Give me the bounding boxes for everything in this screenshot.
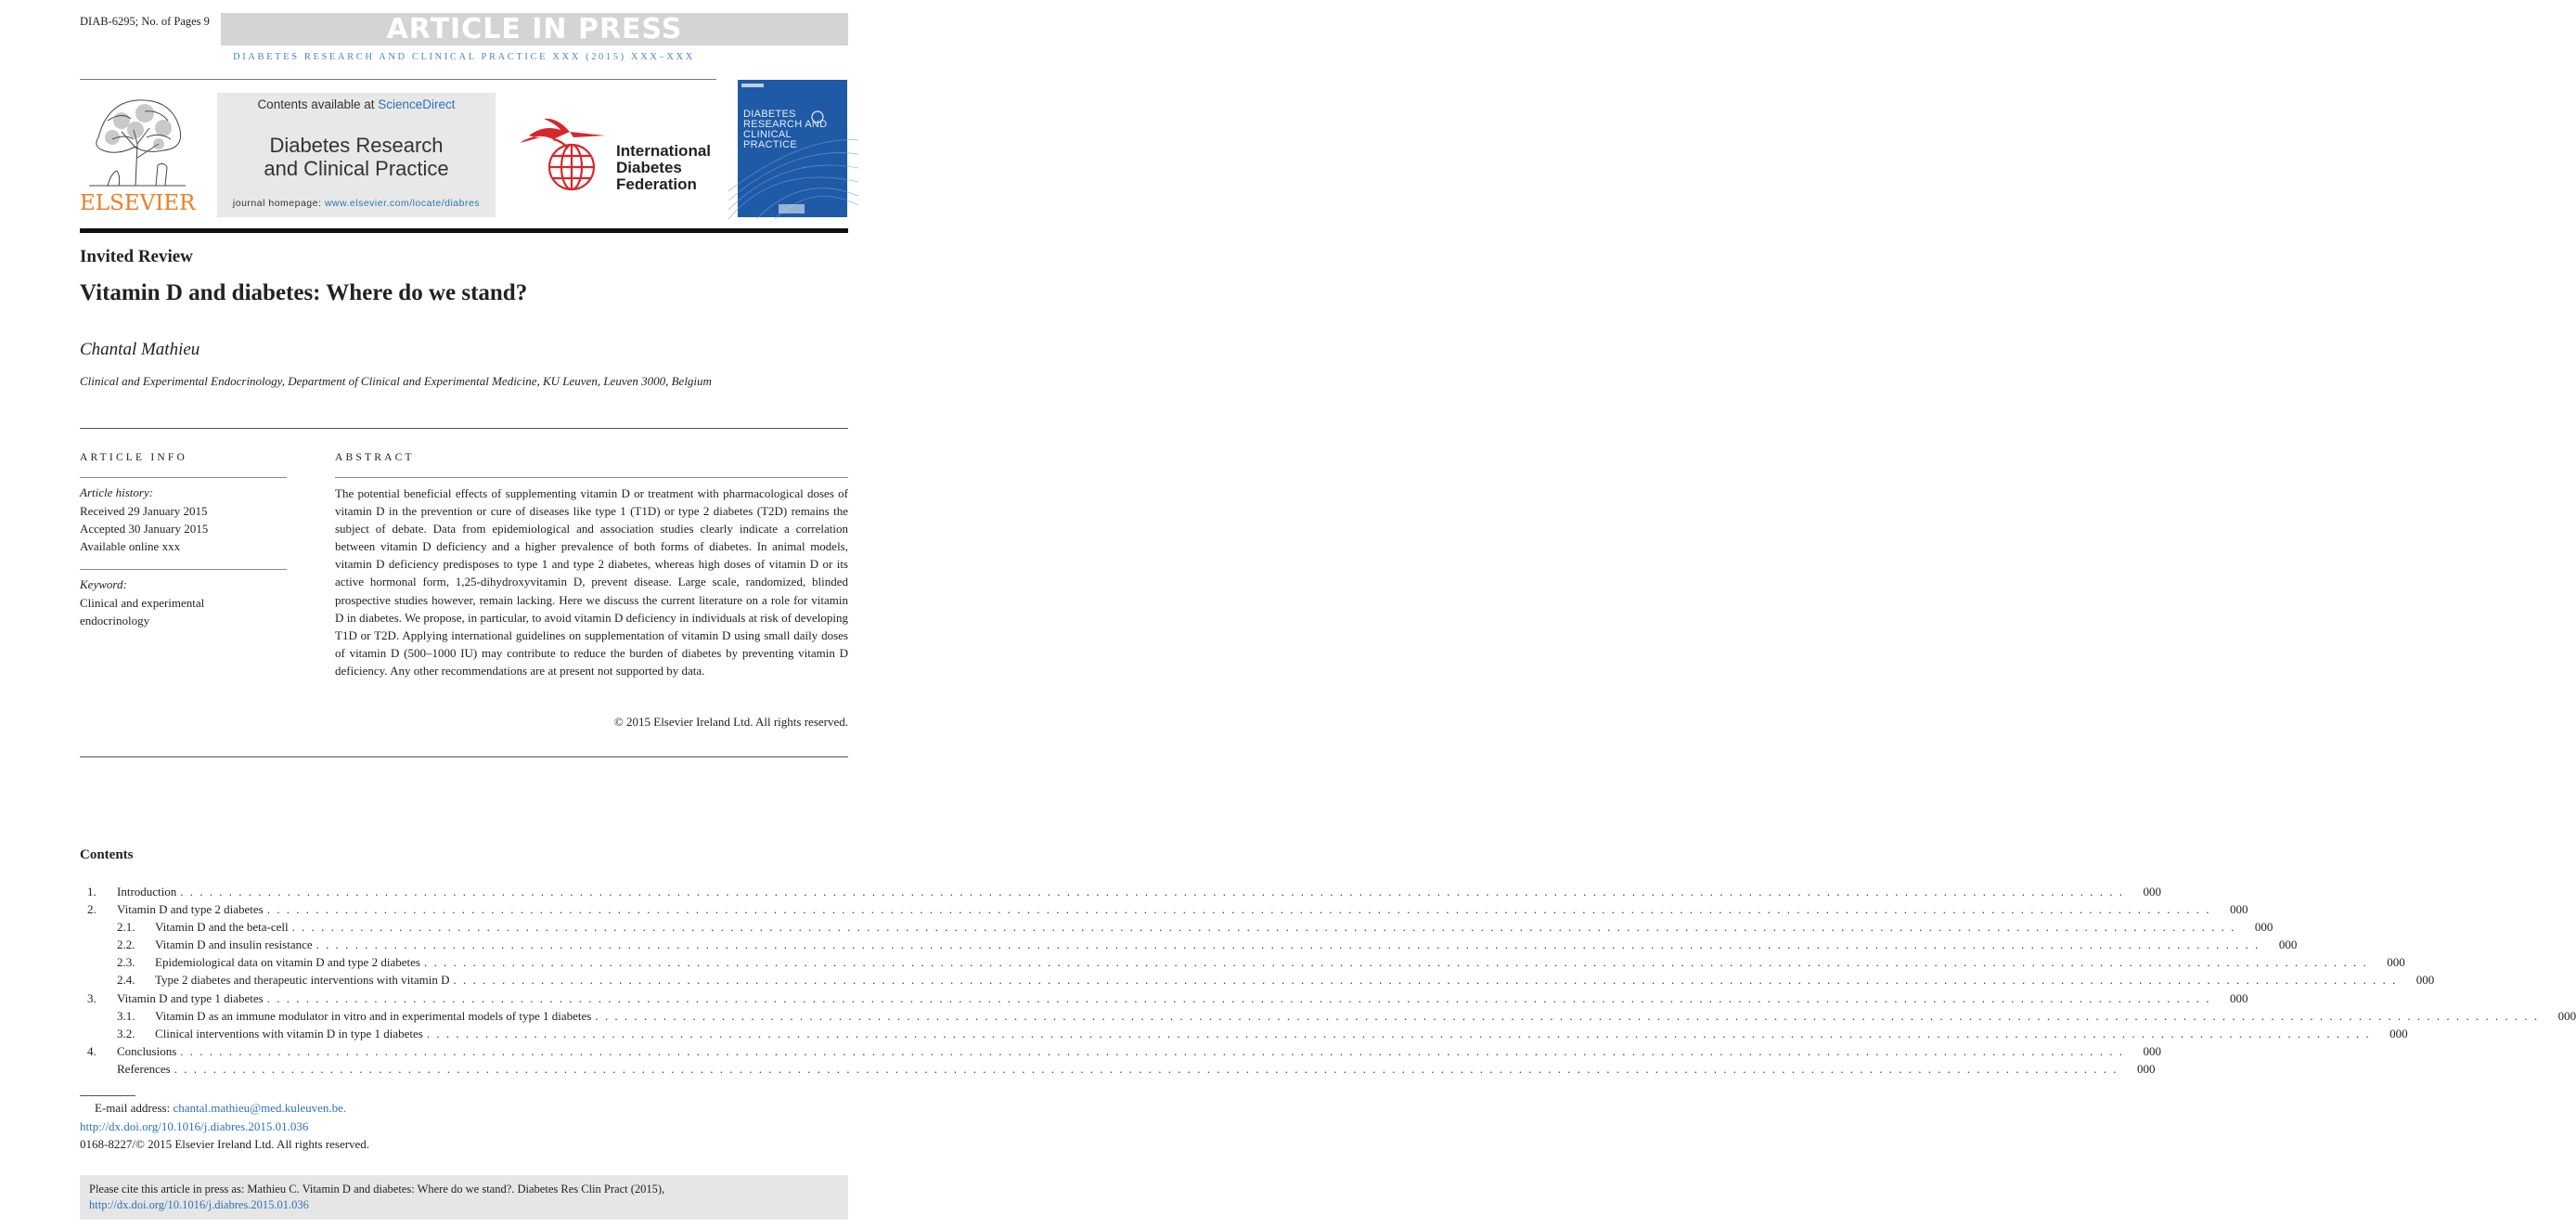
toc-entry-number: 2.2. (117, 937, 135, 952)
issn-copyright: 0168-8227/© 2015 Elsevier Ireland Ltd. All rights reserved. (80, 1137, 370, 1151)
cover-title-line3: CLINICAL PRACTICE (743, 129, 798, 150)
journal-cover-thumbnail[interactable] (738, 80, 847, 217)
toc-entry[interactable] (80, 989, 2248, 1007)
toc-entry-page: 000 (2143, 1043, 2162, 1058)
toc-entry-title: Introduction (117, 883, 180, 900)
toc-entry-title: Clinical interventions with vitamin D in type 1 diabetes (155, 1025, 427, 1042)
toc-leader-dots: . . . . . . . . . . . . . . . . . . . . . . . . . . . . . . . . . . . . . . . . . . . . . . . . . . . . . . . . . . . . . . . . . . . . . . . . . . . . . . . . . . . . . . . . . . . . . . . . . . . . . . . . . . . . . . . . . . . . . . . . . . . . . . . . . . . . . . . . . . . . . . . . . . . . . . . . . . . . . . . . . . . . . . . . . . . . . . . . . . . . . . . . . . . . . . . . . . . . . . . . (266, 990, 2211, 1005)
elsevier-logo[interactable] (80, 93, 195, 219)
keyword-rule (80, 569, 287, 570)
toc-entry-line (155, 1025, 2371, 1042)
toc-entry-title: Vitamin D and the beta-cell (155, 918, 292, 936)
toc-leader-dots: . . . . . . . . . . . . . . . . . . . . . . . . . . . . . . . . . . . . . . . . . . . . . . . . . . . . . . . . . . . . . . . . . . . . . . . . . . . . . . . . . . . . . . . . . . . . . . . . . . . . . . . . . . . . . . . . . . . . . . . . . . . . . . . . . . . . . . . . . . . . . . . . . . . . . . . . . . . . . . . . . . . . . . . . . . . . . . . . . . . . . . . . . . . . . . . . . . . . . . . . (291, 920, 2236, 935)
keyword: Clinical and experimental endocrinology (80, 596, 205, 627)
sciencedirect-link[interactable]: ScienceDirect (378, 97, 456, 111)
email-link[interactable]: chantal.mathieu@med.kuleuven.be. (173, 1101, 347, 1115)
toc-entry-line (117, 883, 2124, 900)
toc-entry-number: 1. (87, 885, 97, 898)
toc-entry[interactable] (80, 918, 2273, 936)
email-label: E-mail address: (95, 1101, 174, 1115)
journal-box (217, 93, 496, 217)
toc-entry-number: 2.1. (117, 920, 135, 935)
footnotes (80, 1099, 369, 1154)
toc-entry-title: Vitamin D as an immune modulator in vitro and in experimental models of type 1 diabetes (155, 1007, 595, 1025)
toc-entry-number: 4. (87, 1043, 97, 1058)
article-info-rule (80, 477, 287, 478)
toc-leader-dots: . . . . . . . . . . . . . . . . . . . . . . . . . . . . . . . . . . . . . . . . . . . . . . . . . . . . . . . . . . . . . . . . . . . . . . . . . . . . . . . . . . . . . . . . . . . . . . . . . . . . . . . . . . . . . . . . . . . . . . . . . . . . . . . . . . . . . . . . . . . . . . . . . . . . . . . . . . . . . . . . . . . . . . . . . . . . . . . . . . . . . . . . . . . . . . . . . . . . . . . . (180, 1043, 2125, 1058)
header-thick-rule (80, 228, 848, 233)
toc-leader-dots: . . . . . . . . . . . . . . . . . . . . . . . . . . . . . . . . . . . . . . . . . . . . . . . . . . . . . . . . . . . . . . . . . . . . . . . . . . . . . . . . . . . . . . . . . . . . . . . . . . . . . . . . . . . . . . . . . . . . . . . . . . . . . . . . . . . . . . . . . . . . . . . . . . . . . . . . . . . . . . . . . . . . . . . . . . . . . . . . . . . . . . . . . . . . . . . . . . . . . . . . (174, 1061, 2119, 1076)
citation-box (80, 1175, 848, 1220)
toc-entry-title: Conclusions (117, 1042, 180, 1060)
received-date: Received 29 January 2015 (80, 504, 208, 518)
tree-icon (80, 93, 195, 189)
toc-entry-number: 3.1. (117, 1008, 135, 1023)
contents-heading: Contents (80, 847, 134, 862)
toc-entry-page: 000 (2389, 1026, 2408, 1041)
toc-entry-line (155, 971, 2397, 989)
toc-entry-line (155, 1007, 2539, 1025)
toc-entry-title: Epidemiological data on vitamin D and type 2 diabetes (155, 953, 424, 971)
toc-entry-title: Type 2 diabetes and therapeutic interventions with vitamin D (155, 971, 454, 989)
top-rule (80, 79, 716, 80)
footnote-rule (80, 1095, 135, 1096)
toc-entry-number: 2. (87, 902, 97, 917)
toc-entry-page: 000 (2415, 973, 2435, 988)
toc-entry[interactable] (80, 1042, 2162, 1060)
keyword-label: Keyword: (80, 577, 127, 591)
toc-entry-line (117, 1042, 2124, 1060)
toc-entry[interactable] (80, 1060, 2156, 1078)
hummingbird-globe-icon (516, 115, 609, 193)
abstract-bottom-rule (80, 756, 848, 757)
article-history (80, 502, 208, 555)
toc-entry-page: 000 (2229, 990, 2248, 1005)
toc-entry[interactable] (80, 900, 2248, 918)
accepted-date: Accepted 30 January 2015 (80, 522, 209, 536)
toc-entry-line (117, 900, 2210, 918)
article-type: Invited Review (80, 247, 193, 266)
idf-name (616, 143, 711, 193)
contents-available-line (217, 97, 496, 111)
toc-entry-title: Vitamin D and insulin resistance (155, 936, 316, 953)
toc-entry-number: 2.3. (117, 955, 135, 970)
idf-name-line3: Federation (616, 175, 697, 193)
toc-entry-line (117, 1060, 2119, 1078)
article-in-press-banner: ARTICLE IN PRESS (221, 13, 848, 45)
journal-title (217, 134, 496, 180)
title-block-rule (80, 428, 848, 429)
article-history-label: Article history: (80, 485, 154, 499)
toc-entry-page: 000 (2143, 885, 2162, 898)
toc-entry-number (80, 1060, 117, 1078)
toc-leader-dots: . . . . . . . . . . . . . . . . . . . . . . . . . . . . . . . . . . . . . . . . . . . . . . . . . . . . . . . . . . . . . . . . . . . . . . . . . . . . . . . . . . . . . . . . . . . . . . . . . . . . . . . . . . . . . . . . . . . . . . . . . . . . . . . . . . . . . . . . . . . . . . . . . . . . . . . . . . . . . . . . . . . . . . . . . . . . . . . . . . . . . . . . . . . . . . . . . . . . . . . . (423, 955, 2368, 970)
doi-link[interactable]: http://dx.doi.org/10.1016/j.diabres.2015.01.036 (80, 1118, 309, 1133)
journal-title-line1: Diabetes Research (269, 134, 444, 157)
toc-entry-line (155, 936, 2260, 953)
idf-name-line1: International (616, 142, 712, 160)
toc-entry-page: 000 (2254, 920, 2273, 935)
article-info-heading: ARTICLE INFO (80, 452, 187, 463)
toc-leader-dots: . . . . . . . . . . . . . . . . . . . . . . . . . . . . . . . . . . . . . . . . . . . . . . . . . . . . . . . . . . . . . . . . . . . . . . . . . . . . . . . . . . . . . . . . . . . . . . . . . . . . . . . . . . . . . . . . . . . . . . . . . . . . . . . . . . . . . . . . . . . . . . . . . . . . . . . . . . . . . . . . . . . . . . . . . . . . . . . . . . . . . . . . . . . . . . . . . . . . . . . . (426, 1026, 2371, 1041)
toc-entry-page: 000 (2229, 902, 2248, 917)
cover-title-line2: RESEARCH AND (743, 119, 828, 130)
article-title: Vitamin D and diabetes: Where do we stand? (80, 280, 528, 305)
author-affiliation: Clinical and Experimental Endocrinology, Department of Clinical and Experimental Medicine, KU Leuven, Leuven 3000, Belgium (80, 374, 712, 388)
idf-logo[interactable] (516, 115, 609, 193)
toc-leader-dots: . . . . . . . . . . . . . . . . . . . . . . . . . . . . . . . . . . . . . . . . . . . . . . . . . . . . . . . . . . . . . . . . . . . . . . . . . . . . . . . . . . . . . . . . . . . . . . . . . . . . . . . . . . . . . . . . . . . . . . . . . . . . . . . . . . . . . . . . . . . . . . . . . . . . . . . . . . . . . . . . . . . . . . . . . . . . . . . . . . . . . . . . . . . . . . . . . . . . . . . . (595, 1008, 2540, 1023)
toc-entry-title: Vitamin D and type 2 diabetes (117, 900, 267, 918)
toc-entry-number: 3. (87, 990, 97, 1005)
contents-prefix: Contents available at (257, 97, 379, 111)
toc-entry[interactable] (80, 936, 2298, 953)
running-head: DIABETES RESEARCH AND CLINICAL PRACTICE XXX (2015) XXX–XXX (233, 52, 695, 62)
toc-entry-title: References (117, 1060, 174, 1078)
homepage-link[interactable]: www.elsevier.com/locate/diabres (324, 198, 481, 209)
journal-homepage-line (217, 198, 496, 209)
toc-entry[interactable] (80, 883, 2162, 900)
publisher-name: ELSEVIER (80, 191, 196, 215)
toc-entry[interactable] (80, 1025, 2408, 1042)
abstract-heading: ABSTRACT (335, 452, 415, 463)
online-date: Available online xxx (80, 539, 181, 553)
toc-leader-dots: . . . . . . . . . . . . . . . . . . . . . . . . . . . . . . . . . . . . . . . . . . . . . . . . . . . . . . . . . . . . . . . . . . . . . . . . . . . . . . . . . . . . . . . . . . . . . . . . . . . . . . . . . . . . . . . . . . . . . . . . . . . . . . . . . . . . . . . . . . . . . . . . . . . . . . . . . . . . . . . . . . . . . . . . . . . . . . . . . . . . . . . . . . . . . . . . . . . . . . . . (180, 885, 2125, 898)
toc-entry-page: 000 (2278, 937, 2298, 952)
toc-entry-line (117, 989, 2210, 1007)
toc-leader-dots: . . . . . . . . . . . . . . . . . . . . . . . . . . . . . . . . . . . . . . . . . . . . . . . . . . . . . . . . . . . . . . . . . . . . . . . . . . . . . . . . . . . . . . . . . . . . . . . . . . . . . . . . . . . . . . . . . . . . . . . . . . . . . . . . . . . . . . . . . . . . . . . . . . . . . . . . . . . . . . . . . . . . . . . . . . . . . . . . . . . . . . . . . . . . . . . . . . . . . . . . (316, 937, 2260, 952)
table-of-contents (80, 883, 2576, 1078)
abstract-text: The potential beneficial effects of supplementing vitamin D or treatment with pharmacological doses of vitamin D in the prevention or cure of diseases like type 1 (T1D) or type 2 diabetes (T2D) remains the subject of debate. Data from epidemiological and association studies clearly indicate a correlation between vitamin D deficiency and a higher prevalence of both forms of diabetes. In animal models, vitamin D deficiency predisposes to type 1 and type 2 diabetes, whereas high doses of vitamin D or its active hormonal form, 1,25-dihydroxyvitamin D, prevent disease. Large scale, randomized, blinded prospective studies however, remain lacking. Here we discuss the current literature on a role for vitamin D in diabetes. We propose, in particular, to avoid vitamin D deficiency in individuals at risk of developing T1D or T2D. Applying international guidelines on supplementation of vitamin D using small daily doses of vitamin D (500–1000 IU) may contribute to reduce the burden of diabetes by preventing vitamin D deficiency. Any other recommendations are at present not supported by data. (335, 486, 848, 678)
homepage-prefix: journal homepage: (232, 198, 325, 209)
cover-title (743, 110, 847, 150)
toc-entry-line (155, 953, 2368, 971)
email-footnote (80, 1099, 369, 1118)
toc-entry-title: Vitamin D and type 1 diabetes (117, 989, 267, 1007)
toc-entry[interactable] (80, 971, 2435, 989)
document-id: DIAB-6295; No. of Pages 9 (80, 15, 210, 28)
toc-leader-dots: . . . . . . . . . . . . . . . . . . . . . . . . . . . . . . . . . . . . . . . . . . . . . . . . . . . . . . . . . . . . . . . . . . . . . . . . . . . . . . . . . . . . . . . . . . . . . . . . . . . . . . . . . . . . . . . . . . . . . . . . . . . . . . . . . . . . . . . . . . . . . . . . . . . . . . . . . . . . . . . . . . . . . . . . . . . . . . . . . . . . . . . . . . . . . . . . . . . . . . . . (266, 902, 2211, 917)
author-name: Chantal Mathieu (80, 340, 200, 359)
toc-entry-page: 000 (2387, 955, 2405, 970)
abstract-copyright: © 2015 Elsevier Ireland Ltd. All rights reserved. (613, 715, 848, 729)
toc-leader-dots: . . . . . . . . . . . . . . . . . . . . . . . . . . . . . . . . . . . . . . . . . . . . . . . . . . . . . . . . . . . . . . . . . . . . . . . . . . . . . . . . . . . . . . . . . . . . . . . . . . . . . . . . . . . . . . . . . . . . . . . . . . . . . . . . . . . . . . . . . . . . . . . . . . . . . . . . . . . . . . . . . . . . . . . . . . . . . . . . . . . . . . . . . . . . . . . . . . . . . . . . (453, 973, 2398, 988)
toc-entry-page: 000 (2137, 1061, 2156, 1076)
toc-entry-number: 3.2. (117, 1026, 135, 1041)
abstract-rule (335, 477, 848, 478)
citation-doi-link[interactable]: http://dx.doi.org/10.1016/j.diabres.2015.01.036 (89, 1198, 309, 1211)
idf-name-line2: Diabetes (616, 159, 682, 176)
citation-text: Please cite this article in press as: Mathieu C. Vitamin D and diabetes: Where do we stand?. Diabetes Res Clin Pract (2015), (89, 1183, 665, 1196)
toc-entry-number: 2.4. (117, 973, 135, 988)
toc-entry-page: 000 (2557, 1008, 2576, 1023)
cover-title-line1: DIABETES (743, 109, 796, 120)
journal-title-line2: and Clinical Practice (264, 157, 449, 180)
toc-entry[interactable] (80, 953, 2405, 971)
toc-entry[interactable] (80, 1007, 2576, 1025)
toc-entry-line (155, 918, 2235, 936)
